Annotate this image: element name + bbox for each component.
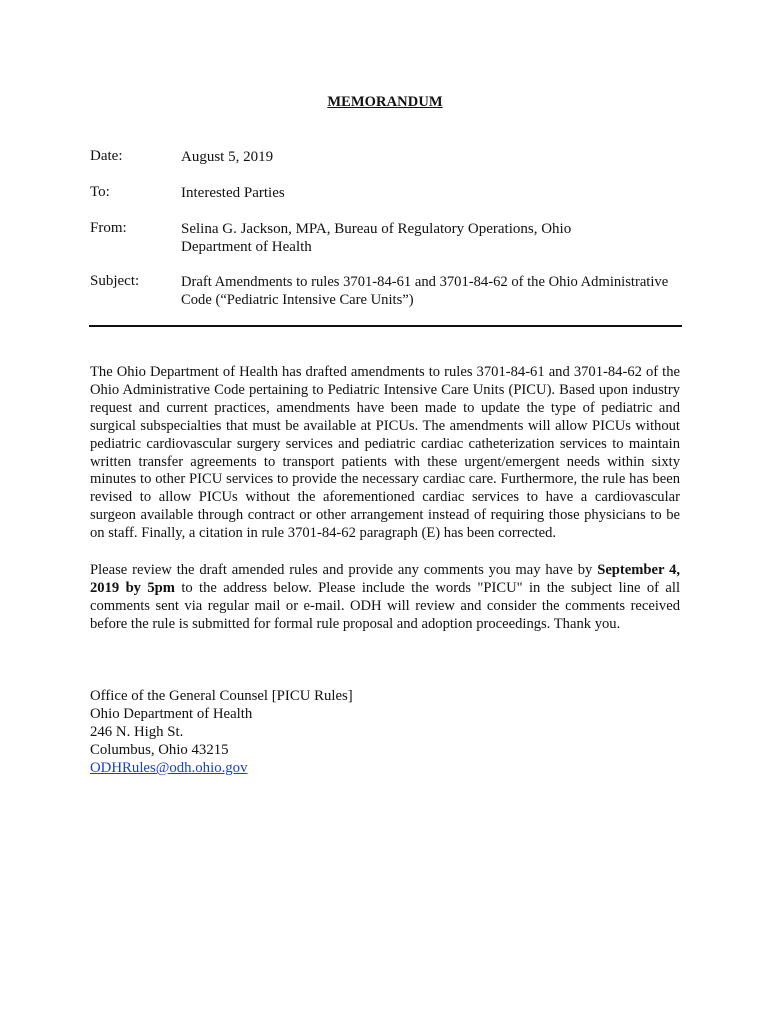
- subject-label: Subject:: [90, 273, 140, 289]
- address-line-city: Columbus, Ohio 43215: [90, 742, 229, 758]
- from-value-line2: Department of Health: [181, 239, 312, 255]
- subject-value: [181, 273, 686, 309]
- subject-value-line2: Code (“Pediatric Intensive Care Units”): [181, 292, 414, 308]
- address-line-department: Ohio Department of Health: [90, 706, 253, 722]
- from-value-line1: Selina G. Jackson, MPA, Bureau of Regulatory Operations, Ohio: [181, 221, 572, 237]
- email-link[interactable]: ODHRules@odh.ohio.gov: [90, 760, 248, 776]
- to-label: To:: [90, 184, 110, 200]
- date-value: August 5, 2019: [181, 149, 274, 165]
- from-value: [181, 220, 681, 256]
- paragraph2-intro: Please review the draft amended rules and provide any comments you may have by: [90, 562, 593, 578]
- body-paragraph-2: [90, 562, 680, 634]
- date-label: Date:: [90, 148, 123, 164]
- paragraph2-rest: to the address below. Please include the words "PICU" in the subject line of all comments sent via regular mail or e-mail. ODH will review and consider the comments received before the rule is submitted for formal rule proposal and adoption proceedings. Thank you.: [90, 579, 681, 632]
- from-label: From:: [90, 220, 127, 236]
- body-paragraph-1: The Ohio Department of Health has drafted amendments to rules 3701-84-61 and 3701-84-62 of the Ohio Administrative Code pertaining to Pediatric Intensive Care Units (PICU). Based upon industry request and current practices, amendments have been made to update the type of pediatric and surgical subspecialties that must be available at PICUs. The amendments will allow PICUs without pediatric cardiovascular surgery services and pediatric cardiac catheterization services to maintain written transfer agreements to transport patients with these urgent/emergent needs within sixty minutes to other PICU services to provide the necessary cardiac care. Furthermore, the rule has been revised to allow PICUs without the aforementioned cardiac services to have a cardiovascular surgeon available through contract or other arrangement instead of requiring those physicians to be on staff. Finally, a citation in rule 3701-84-62 paragraph (E) has been corrected.: [90, 364, 680, 542]
- header-divider: [89, 325, 682, 327]
- subject-value-line1: Draft Amendments to rules 3701-84-61 and 3701-84-62 of the Ohio Administrative: [181, 274, 669, 290]
- address-line-office: Office of the General Counsel [PICU Rules]: [90, 688, 353, 704]
- memo-title: MEMORANDUM: [327, 94, 443, 110]
- to-value: Interested Parties: [181, 185, 285, 201]
- comment-deadline: September 4, 2019 by 5pm: [90, 562, 681, 596]
- address-line-street: 246 N. High St.: [90, 724, 184, 740]
- address-block: [90, 687, 353, 777]
